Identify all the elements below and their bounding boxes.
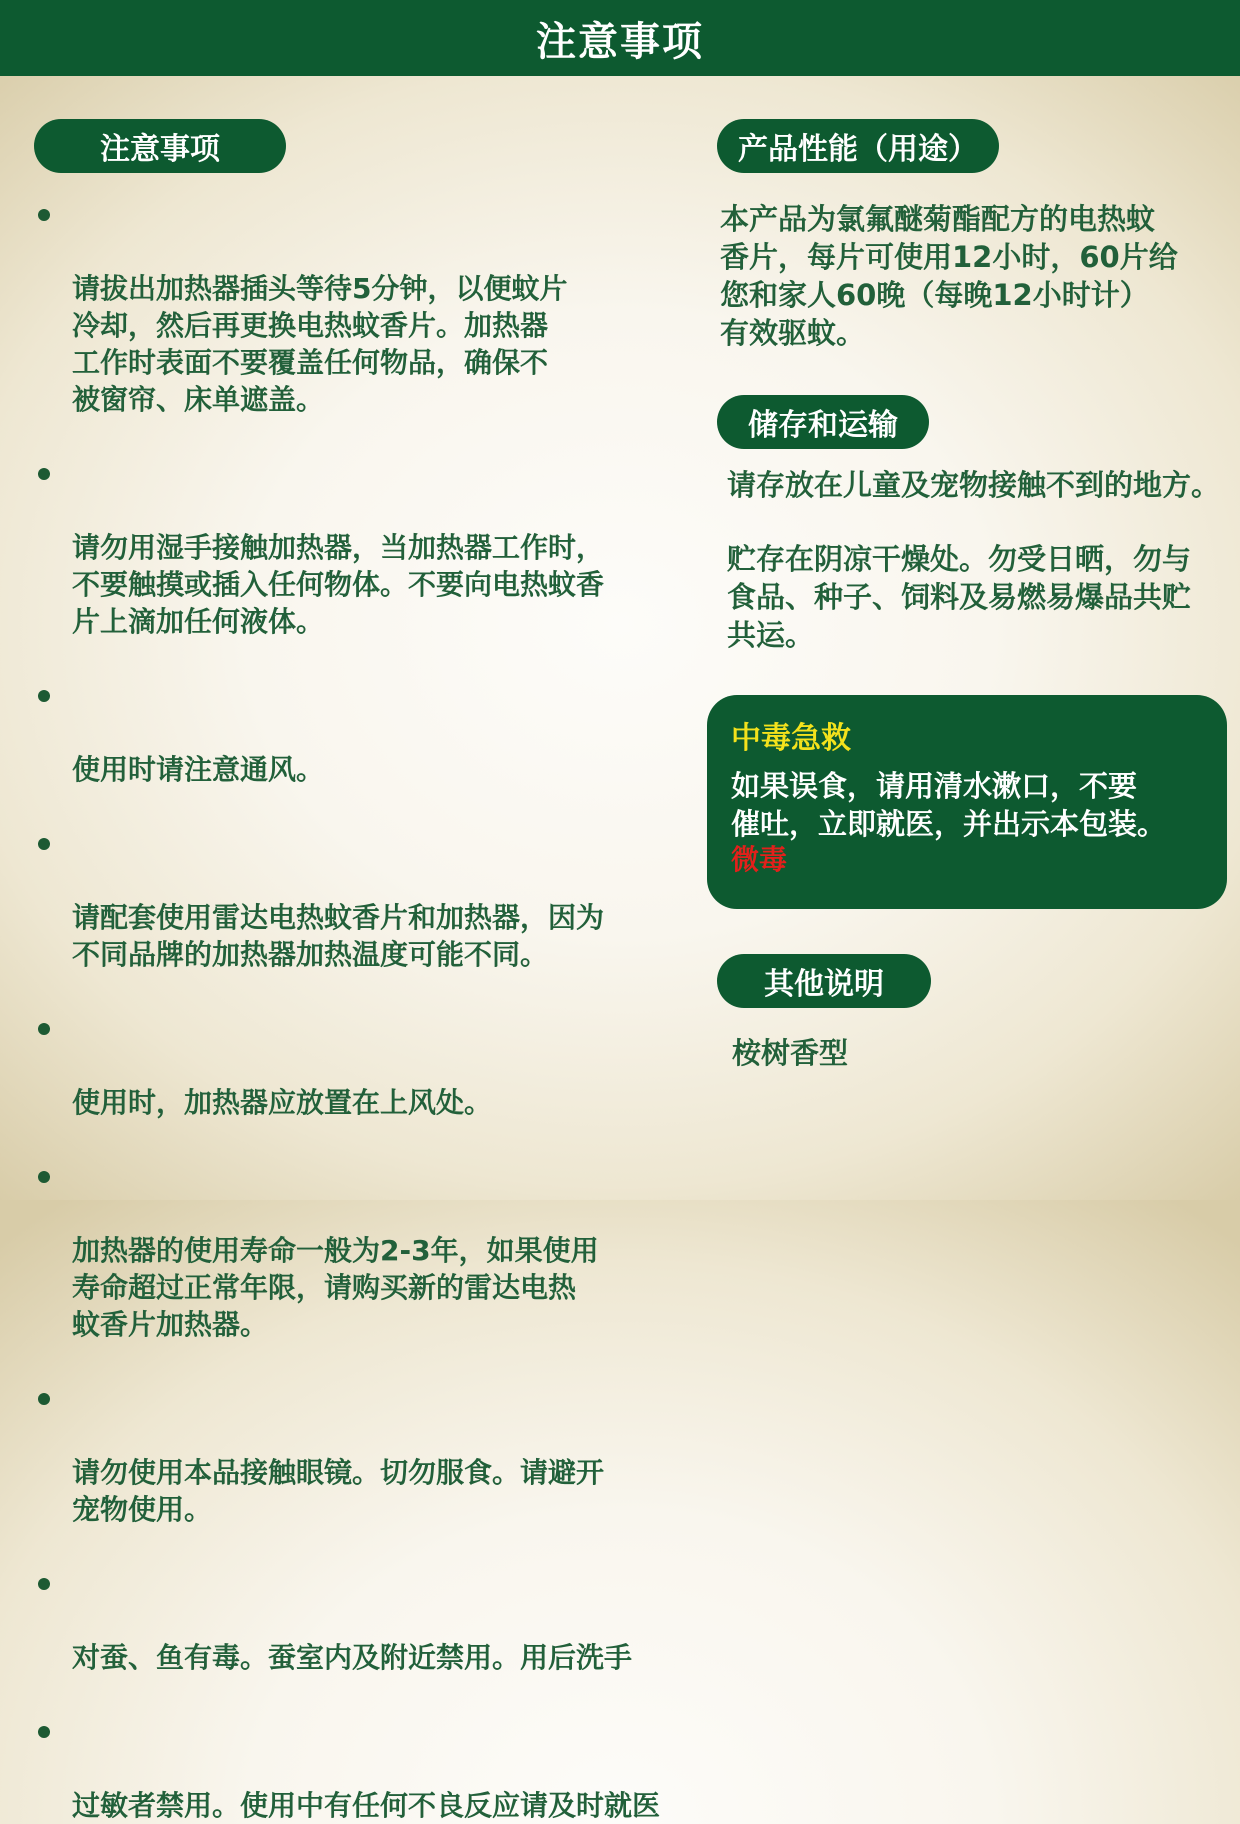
storage-heading-pill bbox=[717, 395, 929, 449]
bullet-dot-icon bbox=[38, 1578, 50, 1590]
precaution-item bbox=[36, 455, 716, 640]
precaution-text: 加热器的使用寿命一般为2-3年，如果使用 寿命超过正常年限，请购买新的雷达电热 蚊香片加热器。 bbox=[72, 1234, 599, 1341]
bullet-dot-icon bbox=[38, 209, 50, 221]
precaution-text: 请拔出加热器插头等待5分钟，以便蚊片 冷却，然后再更换电热蚊香片。加热器 工作时表面不要覆盖任何物品，确保不 被窗帘、床单遮盖。 bbox=[72, 272, 568, 416]
precaution-text: 使用时请注意通风。 bbox=[72, 753, 325, 786]
precaution-item bbox=[36, 196, 716, 418]
precautions-heading: 注意事项 bbox=[100, 132, 220, 167]
precaution-text: 对蚕、鱼有毒。蚕室内及附近禁用。用后洗手 bbox=[72, 1641, 633, 1674]
other-text: 桉树香型 bbox=[732, 1036, 849, 1070]
bullet-dot-icon bbox=[38, 690, 50, 702]
banner-title: 注意事项 bbox=[536, 18, 704, 65]
storage-heading: 储存和运输 bbox=[748, 408, 898, 443]
precaution-item bbox=[36, 1713, 716, 1824]
precaution-item bbox=[36, 1565, 716, 1676]
first-aid-text: 如果误食，请用清水漱口，不要 催吐，立即就医，并出示本包装。 bbox=[731, 769, 1167, 841]
first-aid-box bbox=[707, 695, 1227, 909]
storage-text-1: 请存放在儿童及宠物接触不到的地方。 bbox=[727, 468, 1221, 502]
precaution-text: 请勿使用本品接触眼镜。切勿服食。请避开 宠物使用。 bbox=[72, 1456, 605, 1526]
precaution-item bbox=[36, 1010, 716, 1121]
bullet-dot-icon bbox=[38, 1393, 50, 1405]
precautions-heading-pill bbox=[34, 119, 286, 173]
bullet-dot-icon bbox=[38, 1726, 50, 1738]
bullet-dot-icon bbox=[38, 838, 50, 850]
top-banner bbox=[0, 0, 1240, 76]
precaution-item bbox=[36, 1158, 716, 1343]
other-heading: 其他说明 bbox=[764, 967, 884, 1002]
performance-text: 本产品为氯氟醚菊酯配方的电热蚊 香片，每片可使用12小时，60片给 您和家人60晚（每晚12小时计） 有效驱蚊。 bbox=[720, 202, 1178, 350]
performance-heading: 产品性能（用途） bbox=[738, 132, 978, 167]
precaution-text: 使用时，加热器应放置在上风处。 bbox=[72, 1086, 493, 1119]
precaution-text: 请勿用湿手接触加热器，当加热器工作时， 不要触摸或插入任何物体。不要向电热蚊香 片上滴加任何液体。 bbox=[72, 531, 605, 638]
toxicity-label: 微毒 bbox=[731, 843, 788, 876]
precaution-item bbox=[36, 677, 716, 788]
performance-heading-pill bbox=[717, 119, 999, 173]
bullet-dot-icon bbox=[38, 468, 50, 480]
precaution-item bbox=[36, 1380, 716, 1528]
bullet-dot-icon bbox=[38, 1023, 50, 1035]
storage-text-2: 贮存在阴凉干燥处。勿受日晒，勿与 食品、种子、饲料及易燃易爆品共贮 共运。 bbox=[727, 542, 1192, 652]
precaution-text: 请配套使用雷达电热蚊香片和加热器，因为 不同品牌的加热器加热温度可能不同。 bbox=[72, 901, 605, 971]
bullet-dot-icon bbox=[38, 1171, 50, 1183]
precautions-list bbox=[36, 196, 716, 1824]
precaution-item bbox=[36, 825, 716, 973]
precaution-text: 过敏者禁用。使用中有任何不良反应请及时就医 bbox=[72, 1789, 661, 1822]
other-heading-pill bbox=[717, 954, 931, 1008]
first-aid-heading: 中毒急救 bbox=[731, 721, 851, 756]
